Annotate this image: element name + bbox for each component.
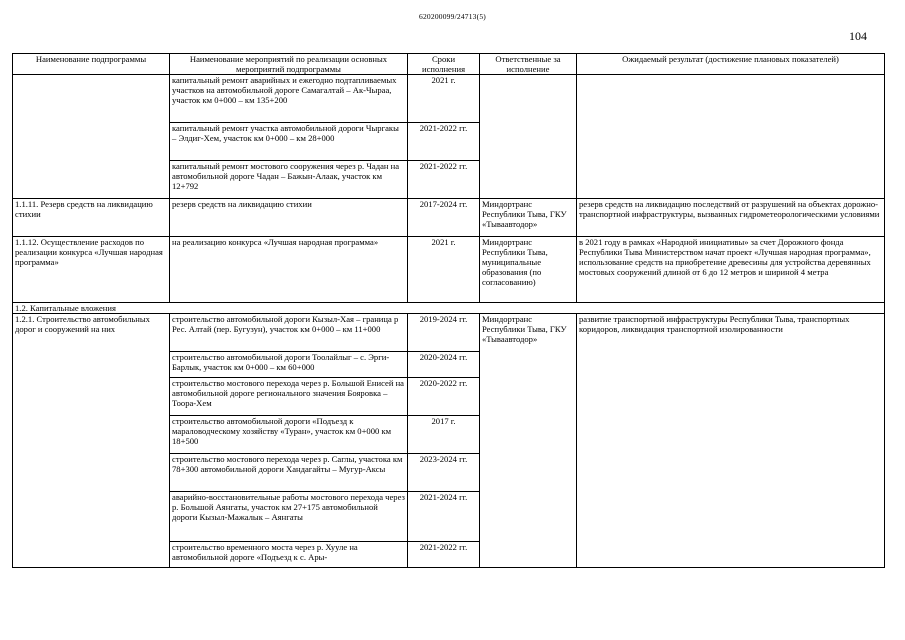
- result-cell: [577, 75, 885, 199]
- activity-cell: строительство временного моста через р. Хууле на автомобильной дороге «Подъезд к с. Ары-: [170, 542, 408, 568]
- term-cell: 2021 г.: [408, 75, 480, 123]
- subprogram-cell: [13, 75, 170, 199]
- term-cell: 2021-2024 гг.: [408, 492, 480, 542]
- result-cell: в 2021 году в рамках «Народной инициативы» за счет Дорожного фонда Республики Тыва Министерством начат проект «Лучшая народная программа», использование средств на приобретение древесины для устройства деревянных мостовых сооружений длиной от 6 до 12 метров и шириной 4 метра: [577, 237, 885, 303]
- subprogram-cell: 1.1.11. Резерв средств на ликвидацию стихии: [13, 199, 170, 237]
- activity-cell: строительство мостового перехода через р. Саглы, участока км 78+300 автомобильной дороги Хандагайты – Мугур-Аксы: [170, 454, 408, 492]
- table-row: [13, 237, 885, 303]
- program-table: [12, 53, 885, 568]
- term-cell: 2020-2022 гг.: [408, 378, 480, 416]
- activity-cell: строительство автомобильной дороги Кызыл-Хая – граница р Рес. Алтай (пер. Бугузун), участок км 0+000 – км 11+000: [170, 314, 408, 352]
- responsible-cell: [480, 75, 577, 199]
- responsible-cell: Миндортранс Республики Тыва, ГКУ «Тываавтодор»: [480, 199, 577, 237]
- table-header-row: [13, 54, 885, 75]
- subprogram-cell: 1.2.1. Строительство автомобильных дорог и сооружений на них: [13, 314, 170, 568]
- term-cell: 2021-2022 гг.: [408, 542, 480, 568]
- activity-cell: строительство автомобильной дороги Тоолайлыг – с. Эрги-Барлык, участок км 0+000 – км 60+000: [170, 352, 408, 378]
- term-cell: 2021 г.: [408, 237, 480, 303]
- term-cell: 2023-2024 гг.: [408, 454, 480, 492]
- section-title: 1.2. Капитальные вложения: [13, 303, 885, 314]
- page-number: 104: [849, 29, 867, 43]
- activity-cell: аварийно-восстановительные работы мостового перехода через р. Большой Аянгаты, участок км 27+175 автомобильной дороги Кызыл-Мажалык – Аянгаты: [170, 492, 408, 542]
- result-cell: резерв средств на ликвидацию последствий от разрушений на объектах дорожно-транспортной инфраструктуры, вызванных гидрометеорологическими условиями: [577, 199, 885, 237]
- term-cell: 2017 г.: [408, 416, 480, 454]
- term-cell: 2019-2024 гг.: [408, 314, 480, 352]
- activity-cell: капитальный ремонт аварийных и ежегодно подтапливаемых участков на автомобильной дороге Самагалтай – Ак-Чыраа, участок км 0+000 – км 135+200: [170, 75, 408, 123]
- header-activities: Наименование мероприятий по реализации основных мероприятий подпрограммы: [170, 54, 408, 75]
- activity-cell: на реализацию конкурса «Лучшая народная программа»: [170, 237, 408, 303]
- table-row: [13, 75, 885, 123]
- result-cell: развитие транспортной инфраструктуры Республики Тыва, транспортных коридоров, ликвидация транспортной изолированности: [577, 314, 885, 568]
- activity-cell: резерв средств на ликвидацию стихии: [170, 199, 408, 237]
- header-subprogram: Наименование подпрограммы: [13, 54, 170, 75]
- table-row: [13, 314, 885, 352]
- term-cell: 2020-2024 гг.: [408, 352, 480, 378]
- subprogram-cell: 1.1.12. Осуществление расходов по реализации конкурса «Лучшая народная программа»: [13, 237, 170, 303]
- document-id: 620200099/24713(5): [419, 12, 486, 21]
- header-terms: Сроки исполнения: [408, 54, 480, 75]
- table-row: [13, 199, 885, 237]
- activity-cell: строительство автомобильной дороги «Подъезд к мараловодческому хозяйству «Туран», участок км 0+000 км 18+500: [170, 416, 408, 454]
- activity-cell: капитальный ремонт мостового сооружения через р. Чадан на автомобильной дороге Чадан – Бажын-Алаак, участок км 12+792: [170, 161, 408, 199]
- header-result: Ожидаемый результат (достижение плановых показателей): [577, 54, 885, 75]
- term-cell: 2021-2022 гг.: [408, 161, 480, 199]
- term-cell: 2017-2024 гг.: [408, 199, 480, 237]
- activity-cell: капитальный ремонт участка автомобильной дороги Чыргакы – Элдиг-Хем, участок км 0+000 – км 28+000: [170, 123, 408, 161]
- responsible-cell: Миндортранс Республики Тыва, муниципальные образования (по согласованию): [480, 237, 577, 303]
- header-responsible: Ответственные за исполнение: [480, 54, 577, 75]
- term-cell: 2021-2022 гг.: [408, 123, 480, 161]
- responsible-cell: Миндортранс Республики Тыва, ГКУ «Тываавтодор»: [480, 314, 577, 568]
- activity-cell: строительство мостового перехода через р. Большой Енисей на автомобильной дороге регионального значения Бояровка – Тоора-Хем: [170, 378, 408, 416]
- section-row: [13, 303, 885, 314]
